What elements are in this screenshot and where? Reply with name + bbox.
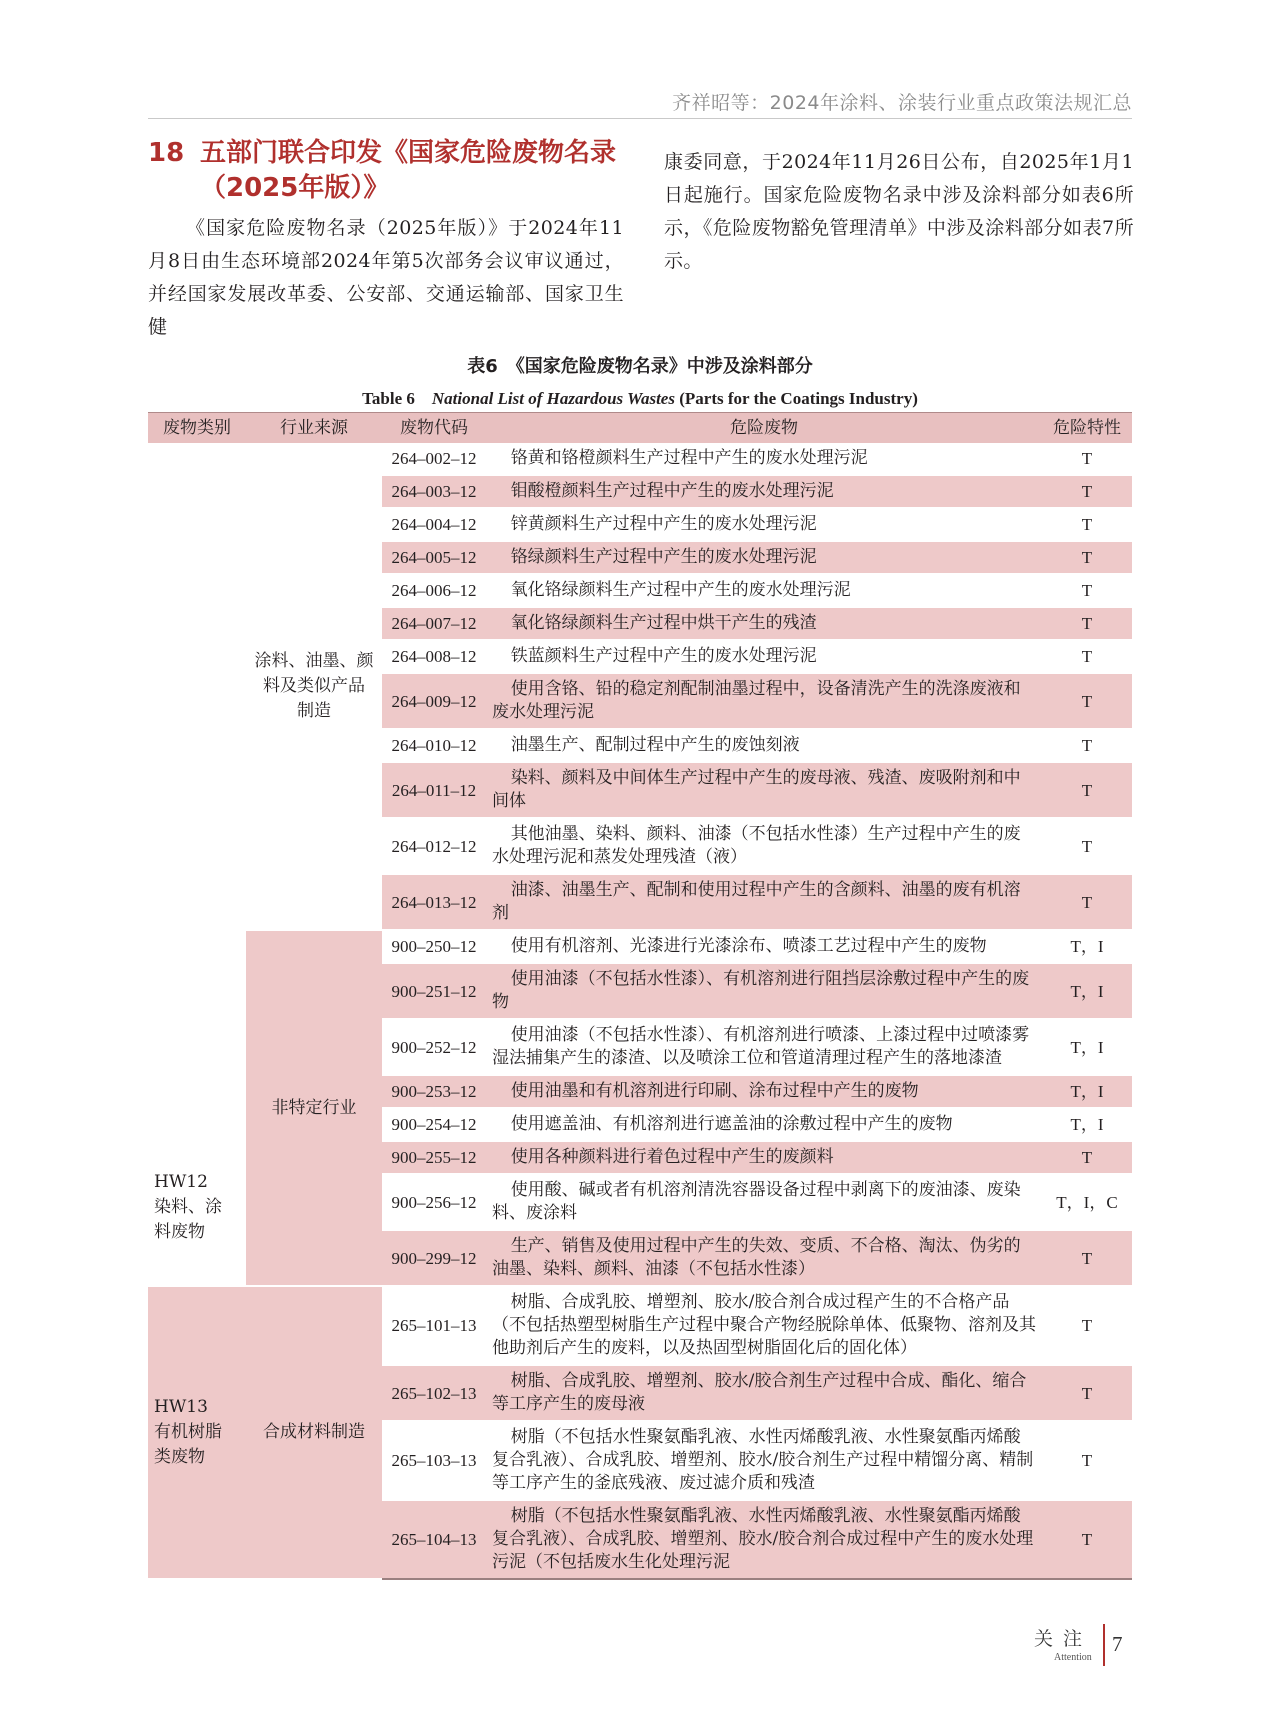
hazard-property-cell: T — [1042, 1286, 1132, 1365]
hazard-property-cell: T — [1042, 1141, 1132, 1174]
industry-source-cell: 合成材料制造 — [246, 1286, 382, 1579]
header-property: 危险特性 — [1042, 413, 1132, 444]
left-column — [148, 136, 624, 344]
waste-code-cell: 900–250–12 — [382, 930, 486, 963]
industry-source-cell: 非特定行业 — [246, 930, 382, 1286]
hazard-property-cell: T，I，C — [1042, 1174, 1132, 1230]
hazardous-waste-table — [148, 412, 1132, 1580]
waste-description-cell: 染料、颜料及中间体生产过程中产生的废母液、残渣、废吸附剂和中间体 — [486, 762, 1042, 818]
waste-description-cell: 铁蓝颜料生产过程中产生的废水处理污泥 — [486, 640, 1042, 673]
waste-code-cell: 900–299–12 — [382, 1230, 486, 1286]
waste-code-cell: 900–251–12 — [382, 963, 486, 1019]
section-title-line2: （2025年版）》 — [200, 173, 390, 203]
waste-code-cell: 264–010–12 — [382, 729, 486, 762]
table-caption-en-prefix: Table 6 — [362, 389, 432, 408]
waste-description-cell: 使用各种颜料进行着色过程中产生的废颜料 — [486, 1141, 1042, 1174]
waste-description-cell: 树脂、合成乳胶、增塑剂、胶水/胶合剂合成过程产生的不合格产品（不包括热塑型树脂生产过程中聚合产物经脱除单体、低聚物、溶剂及其他助剂后产生的废料，以及热固型树脂固化后的固化体） — [486, 1286, 1042, 1365]
waste-code-cell: 900–252–12 — [382, 1019, 486, 1075]
waste-description-cell: 使用酸、碱或者有机溶剂清洗容器设备过程中剥离下的废油漆、废染料、废涂料 — [486, 1174, 1042, 1230]
hazard-property-cell: T — [1042, 673, 1132, 729]
hazard-property-cell: T — [1042, 874, 1132, 930]
waste-description-cell: 使用含铬、铅的稳定剂配制油墨过程中，设备清洗产生的洗涤废液和废水处理污泥 — [486, 673, 1042, 729]
hazard-property-cell: T — [1042, 762, 1132, 818]
waste-description-cell: 使用遮盖油、有机溶剂进行遮盖油的涂敷过程中产生的废物 — [486, 1108, 1042, 1141]
header-code: 废物代码 — [382, 413, 486, 444]
waste-code-cell: 265–101–13 — [382, 1286, 486, 1365]
waste-code-cell: 264–002–12 — [382, 443, 486, 475]
waste-description-cell: 油漆、油墨生产、配制和使用过程中产生的含颜料、油墨的废有机溶剂 — [486, 874, 1042, 930]
waste-description-cell: 钼酸橙颜料生产过程中产生的废水处理污泥 — [486, 475, 1042, 508]
waste-code-cell: 264–012–12 — [382, 818, 486, 874]
right-column — [664, 146, 1134, 278]
hazard-property-cell: T，I — [1042, 1108, 1132, 1141]
hazard-property-cell: T — [1042, 1230, 1132, 1286]
waste-code-cell: 264–003–12 — [382, 475, 486, 508]
hazard-property-cell: T — [1042, 1500, 1132, 1579]
waste-description-cell: 使用油墨和有机溶剂进行印刷、涂布过程中产生的废物 — [486, 1075, 1042, 1108]
intro-paragraph-left: 《国家危险废物名录（2025年版）》于2024年11月8日由生态环境部2024年第5次部务会议审议通过，并经国家发展改革委、公安部、交通运输部、国家卫生健 — [148, 217, 624, 338]
waste-code-cell: 265–102–13 — [382, 1365, 486, 1421]
hazard-property-cell: T，I — [1042, 1019, 1132, 1075]
table-caption-en-suffix: (Parts for the Coatings Industry) — [674, 389, 918, 408]
waste-code-cell: 264–009–12 — [382, 673, 486, 729]
hazard-property-cell: T，I — [1042, 1075, 1132, 1108]
running-title: 齐祥昭等：2024年涂料、涂装行业重点政策法规汇总 — [672, 92, 1132, 114]
waste-code-cell: 264–005–12 — [382, 541, 486, 574]
table-row — [148, 1286, 1132, 1365]
waste-code-cell: 264–008–12 — [382, 640, 486, 673]
waste-description-cell: 锌黄颜料生产过程中产生的废水处理污泥 — [486, 508, 1042, 541]
table-caption-cn: 表6 《国家危险废物名录》中涉及涂料部分 — [467, 356, 813, 377]
waste-description-cell: 氧化铬绿颜料生产过程中烘干产生的残渣 — [486, 607, 1042, 640]
hazard-property-cell: T — [1042, 729, 1132, 762]
waste-code-cell: 264–011–12 — [382, 762, 486, 818]
footer-section-label-en: Attention — [1054, 1652, 1092, 1663]
industry-source-cell: 涂料、油墨、颜 料及类似产品 制造 — [246, 443, 382, 930]
waste-code-cell: 900–253–12 — [382, 1075, 486, 1108]
waste-description-cell: 树脂（不包括水性聚氨酯乳液、水性丙烯酸乳液、水性聚氨酯丙烯酸复合乳液）、合成乳胶、增塑剂、胶水/胶合剂生产过程中精馏分离、精制等工序产生的釜底残液、废过滤介质和残渣 — [486, 1421, 1042, 1500]
waste-description-cell: 使用油漆（不包括水性漆）、有机溶剂进行喷漆、上漆过程中过喷漆雾湿法捕集产生的漆渣、以及喷涂工位和管道清理过程产生的落地漆渣 — [486, 1019, 1042, 1075]
waste-code-cell: 265–103–13 — [382, 1421, 486, 1500]
table-caption-en-italic: National List of Hazardous Wastes — [431, 389, 675, 408]
section-title — [148, 136, 624, 206]
waste-description-cell: 树脂（不包括水性聚氨酯乳液、水性丙烯酸乳液、水性聚氨酯丙烯酸复合乳液）、合成乳胶、增塑剂、胶水/胶合剂合成过程中产生的废水处理污泥（不包括废水生化处理污泥 — [486, 1500, 1042, 1579]
waste-code-cell: 900–254–12 — [382, 1108, 486, 1141]
hazard-property-cell: T — [1042, 607, 1132, 640]
waste-code-cell: 900–256–12 — [382, 1174, 486, 1230]
table-caption-en — [148, 384, 1132, 409]
waste-description-cell: 树脂、合成乳胶、增塑剂、胶水/胶合剂生产过程中合成、酯化、缩合等工序产生的废母液 — [486, 1365, 1042, 1421]
waste-description-cell: 铬黄和铬橙颜料生产过程中产生的废水处理污泥 — [486, 443, 1042, 475]
table-header-row — [148, 413, 1132, 444]
waste-description-cell: 使用有机溶剂、光漆进行光漆涂布、喷漆工艺过程中产生的废物 — [486, 930, 1042, 963]
header-category: 废物类别 — [148, 413, 246, 444]
section-title-line1: 五部门联合印发《国家危险废物名录 — [200, 138, 617, 168]
page-number: 7 — [1112, 1632, 1123, 1656]
hazard-property-cell: T — [1042, 1421, 1132, 1500]
hazard-property-cell: T — [1042, 574, 1132, 607]
waste-description-cell: 其他油墨、染料、颜料、油漆（不包括水性漆）生产过程中产生的废水处理污泥和蒸发处理残渣（液） — [486, 818, 1042, 874]
hazard-property-cell: T — [1042, 508, 1132, 541]
hazard-property-cell: T — [1042, 640, 1132, 673]
waste-description-cell: 氧化铬绿颜料生产过程中产生的废水处理污泥 — [486, 574, 1042, 607]
waste-description-cell: 铬绿颜料生产过程中产生的废水处理污泥 — [486, 541, 1042, 574]
section-number: 18 — [148, 138, 185, 168]
hazard-property-cell: T — [1042, 1365, 1132, 1421]
waste-description-cell: 油墨生产、配制过程中产生的废蚀刻液 — [486, 729, 1042, 762]
hazard-property-cell: T — [1042, 818, 1132, 874]
header-waste: 危险废物 — [486, 413, 1042, 444]
waste-code-cell: 900–255–12 — [382, 1141, 486, 1174]
waste-code-cell: 264–013–12 — [382, 874, 486, 930]
hazard-property-cell: T — [1042, 475, 1132, 508]
footer-section-label: 关注 — [1034, 1628, 1093, 1650]
waste-description-cell: 使用油漆（不包括水性漆）、有机溶剂进行阻挡层涂敷过程中产生的废物 — [486, 963, 1042, 1019]
waste-code-cell: 265–104–13 — [382, 1500, 486, 1579]
intro-paragraph-right: 康委同意，于2024年11月26日公布，自2025年1月1日起施行。国家危险废物名录中涉及涂料部分如表6所示，《危险废物豁免管理清单》中涉及涂料部分如表7所示。 — [664, 151, 1134, 272]
table-row — [148, 930, 1132, 963]
hazard-property-cell: T，I — [1042, 963, 1132, 1019]
waste-code-cell: 264–006–12 — [382, 574, 486, 607]
waste-description-cell: 生产、销售及使用过程中产生的失效、变质、不合格、淘汰、伪劣的油墨、染料、颜料、油漆（不包括水性漆） — [486, 1230, 1042, 1286]
waste-code-cell: 264–004–12 — [382, 508, 486, 541]
waste-category-cell: HW12 染料、涂 料废物 — [148, 443, 246, 1286]
waste-category-cell: HW13 有机树脂 类废物 — [148, 1286, 246, 1579]
hazard-property-cell: T，I — [1042, 930, 1132, 963]
waste-code-cell: 264–007–12 — [382, 607, 486, 640]
footer-divider — [1103, 1624, 1105, 1666]
table-row — [148, 443, 1132, 475]
header-rule — [148, 118, 1132, 119]
hazard-property-cell: T — [1042, 541, 1132, 574]
hazard-property-cell: T — [1042, 443, 1132, 475]
header-source: 行业来源 — [246, 413, 382, 444]
